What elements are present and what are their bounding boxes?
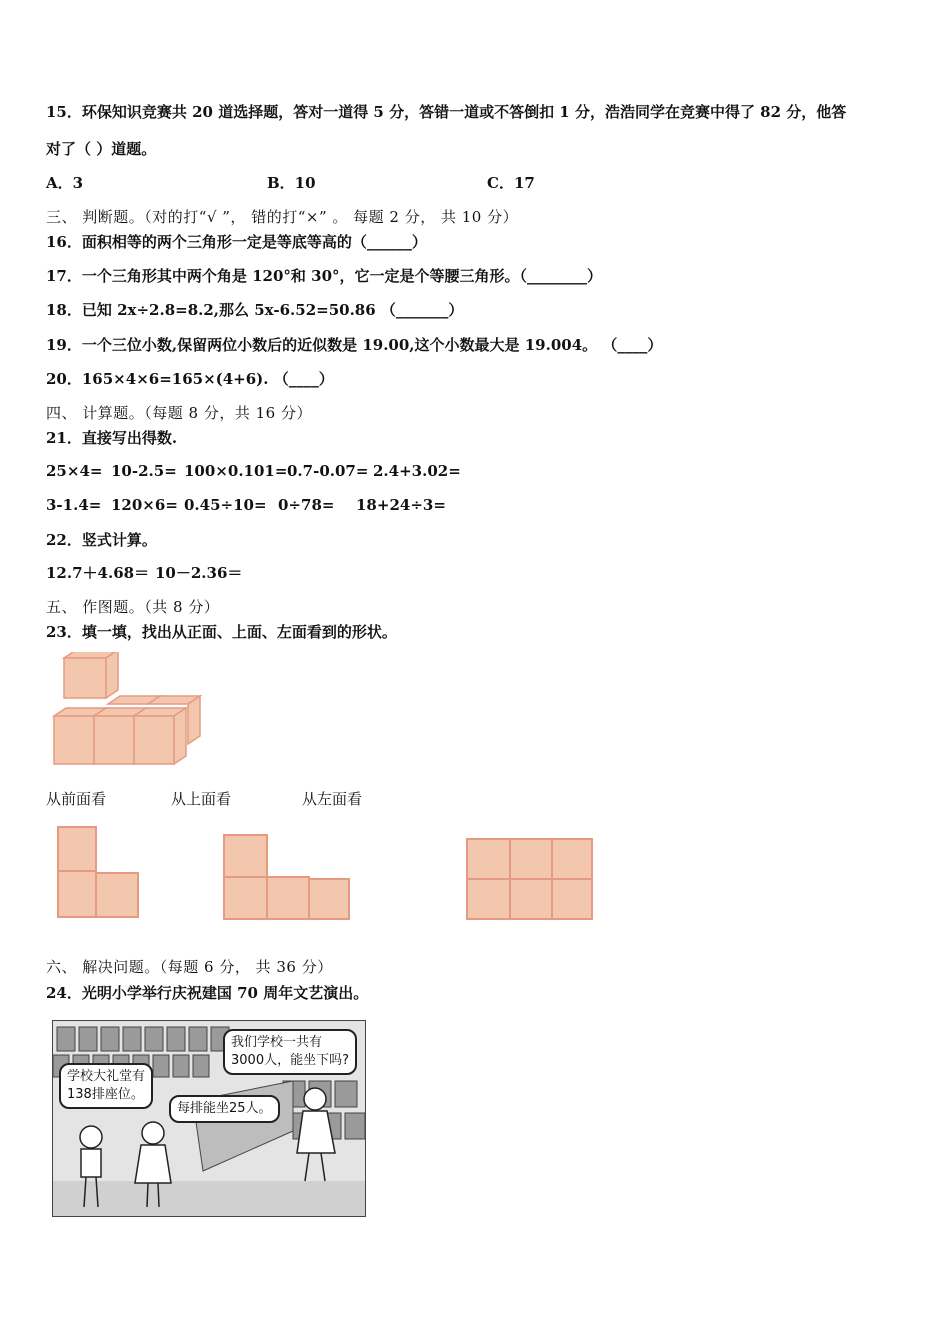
view-label-top: 从上面看 bbox=[171, 790, 232, 808]
view-square bbox=[509, 878, 553, 920]
view-square bbox=[223, 834, 268, 878]
view-square bbox=[266, 876, 310, 920]
bubble-text: 学校大礼堂有 bbox=[67, 1069, 146, 1084]
q21-item: 25×4= bbox=[46, 462, 103, 480]
q15-line1: 15．环保知识竞赛共 20 道选择题，答对一道得 5 分，答错一道或不答倒扣 1 分，浩浩同学在竞赛中得了 82 分，他答 bbox=[46, 103, 847, 121]
view-square bbox=[466, 878, 511, 920]
q17: 17．一个三角形其中两个角是 120°和 30°，它一定是个等腰三角形。（________） bbox=[46, 267, 603, 285]
view-square bbox=[466, 838, 511, 880]
q21-item: 0.7-0.07= bbox=[287, 462, 369, 480]
bubble-text: 我们学校一共有 bbox=[231, 1035, 323, 1050]
q20: 20．165×4×6=165×(4+6). （____） bbox=[46, 370, 334, 388]
q21-item: 18+24÷3= bbox=[356, 496, 446, 514]
section-5-heading: 五、 作图题。（共 8 分） bbox=[46, 598, 220, 616]
speech-bubble-left bbox=[59, 1063, 153, 1109]
q21-item: 0÷78= bbox=[278, 496, 335, 514]
q15-option-c: C．17 bbox=[487, 174, 535, 192]
view-square bbox=[308, 878, 350, 920]
bubble-text: 138排座位。 bbox=[67, 1087, 144, 1102]
q21-item: 120×6= bbox=[111, 496, 178, 514]
view-square bbox=[95, 872, 139, 918]
view-square bbox=[57, 870, 97, 918]
section-3-heading: 三、 判断题。（对的打“√ ”， 错的打“×” 。 每题 2 分， 共 10 分） bbox=[46, 208, 519, 226]
q21-item: 2.4+3.02= bbox=[373, 462, 461, 480]
q24: 24．光明小学举行庆祝建国 70 周年文艺演出。 bbox=[46, 984, 369, 1002]
q22-item: 12.7＋4.68＝ bbox=[46, 564, 150, 582]
view-square bbox=[509, 838, 553, 880]
q21-item: 0.45÷10= bbox=[184, 496, 267, 514]
q21-item: 3-1.4= bbox=[46, 496, 102, 514]
q21-item: 10-2.5= bbox=[111, 462, 177, 480]
bubble-text: 3000人，能坐下吗? bbox=[231, 1053, 349, 1068]
view-square bbox=[551, 878, 593, 920]
bubble-text: 每排能坐25人。 bbox=[177, 1101, 272, 1116]
q22-item: 10－2.36＝ bbox=[155, 564, 243, 582]
speech-bubble-middle bbox=[169, 1095, 280, 1123]
q22: 22．竖式计算。 bbox=[46, 531, 157, 549]
view-square bbox=[551, 838, 593, 880]
section-6-heading: 六、 解决问题。（每题 6 分， 共 36 分） bbox=[46, 958, 333, 976]
section-4-heading: 四、 计算题。（每题 8 分，共 16 分） bbox=[46, 404, 312, 422]
view-label-front: 从前面看 bbox=[46, 790, 107, 808]
q23: 23．填一填，找出从正面、上面、左面看到的形状。 bbox=[46, 623, 397, 641]
q15-line2: 对了（ ）道题。 bbox=[46, 140, 157, 158]
q15-option-a: A．3 bbox=[46, 174, 84, 192]
q18: 18．已知 2x÷2.8=8.2,那么 5x-6.52=50.86 （_______） bbox=[46, 301, 464, 319]
cube-stack-figure bbox=[48, 652, 208, 768]
q21-item: 100×0.101= bbox=[184, 462, 288, 480]
view-square bbox=[57, 826, 97, 872]
q15-option-b: B．10 bbox=[267, 174, 316, 192]
speech-bubble-right bbox=[223, 1029, 357, 1075]
q16: 16．面积相等的两个三角形一定是等底等高的（______） bbox=[46, 233, 427, 251]
view-label-left: 从左面看 bbox=[302, 790, 363, 808]
auditorium-illustration bbox=[52, 1020, 366, 1217]
q19: 19．一个三位小数,保留两位小数后的近似数是 19.00,这个小数最大是 19.004。 （____） bbox=[46, 336, 663, 354]
view-square bbox=[223, 876, 268, 920]
q21: 21．直接写出得数. bbox=[46, 429, 178, 447]
